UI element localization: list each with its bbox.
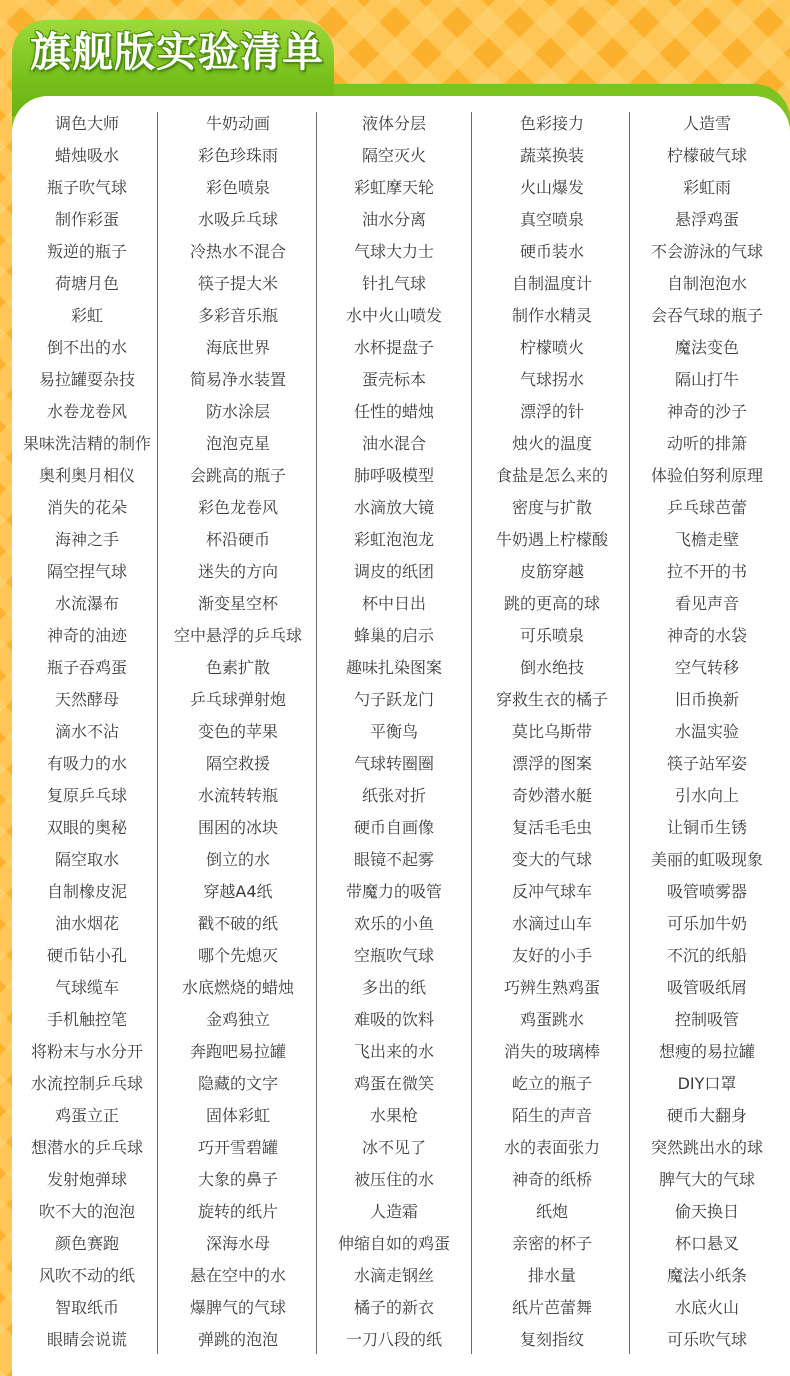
experiment-item: 鸡蛋跳水 <box>519 1010 584 1029</box>
experiment-item: 吸管喷雾器 <box>666 882 747 901</box>
experiment-item: 弹跳的泡泡 <box>197 1330 278 1349</box>
experiment-item: 彩色喷泉 <box>205 178 270 197</box>
experiment-item: 真空喷泉 <box>519 210 584 229</box>
experiment-item: 屹立的瓶子 <box>511 1074 592 1093</box>
experiment-item: 陌生的声音 <box>511 1106 592 1125</box>
experiment-item: 蛋壳标本 <box>361 370 426 389</box>
experiment-item: 眼镜不起雾 <box>353 850 434 869</box>
experiment-item: 飞檐走壁 <box>674 530 739 549</box>
experiment-column-3 <box>318 108 470 1356</box>
experiment-column-1 <box>14 108 160 1356</box>
experiment-item: 瓶子吞鸡蛋 <box>46 658 127 677</box>
experiment-item: 复刻指纹 <box>519 1330 584 1349</box>
experiment-item: 多彩音乐瓶 <box>197 306 278 325</box>
experiment-item: 水果枪 <box>369 1106 418 1125</box>
experiment-item: 任性的蜡烛 <box>353 402 434 421</box>
experiment-item: 水吸乒乓球 <box>197 210 278 229</box>
experiment-item: 彩色珍珠雨 <box>197 146 278 165</box>
experiment-item: 牛奶动画 <box>205 114 270 133</box>
experiment-item: 易拉罐耍杂技 <box>38 370 135 389</box>
experiment-item: 天然酵母 <box>54 690 119 709</box>
experiment-item: 硬币自画像 <box>353 818 434 837</box>
experiment-item: 神奇的沙子 <box>666 402 747 421</box>
experiment-item: 想瘦的易拉罐 <box>658 1042 755 1061</box>
experiment-item: 莫比乌斯带 <box>511 722 592 741</box>
experiment-item: 乒乓球芭蕾 <box>666 498 747 517</box>
experiment-item: 复原乒乓球 <box>46 786 127 805</box>
experiment-item: 彩虹摩天轮 <box>353 178 434 197</box>
experiment-item: 倒立的水 <box>205 850 270 869</box>
experiment-item: 水流转转瓶 <box>197 786 278 805</box>
experiment-item: 奇妙潜水艇 <box>511 786 592 805</box>
experiment-item: 油水混合 <box>361 434 426 453</box>
experiment-item: 柠檬破气球 <box>666 146 747 165</box>
experiment-item: 带魔力的吸管 <box>345 882 442 901</box>
experiment-item: 水卷龙卷风 <box>46 402 127 421</box>
experiment-item: 自制泡泡水 <box>666 274 747 293</box>
experiment-item: 硬币大翻身 <box>666 1106 747 1125</box>
experiment-item: 巧开雪碧罐 <box>197 1138 278 1157</box>
experiment-item: 多出的纸 <box>361 978 426 997</box>
experiment-item: 控制吸管 <box>674 1010 739 1029</box>
experiment-item: 脾气大的气球 <box>658 1170 755 1189</box>
experiment-item: 拉不开的书 <box>666 562 747 581</box>
experiment-item: 引水向上 <box>674 786 739 805</box>
experiment-item: 围困的冰块 <box>197 818 278 837</box>
experiment-item: 叛逆的瓶子 <box>46 242 127 261</box>
experiment-item: 隔空取水 <box>54 850 119 869</box>
experiment-item: 趣味扎染图案 <box>345 658 442 677</box>
experiment-item: 可乐加牛奶 <box>666 914 747 933</box>
experiment-item: 水底火山 <box>674 1298 739 1317</box>
experiment-item: 自制温度计 <box>511 274 592 293</box>
column-divider <box>471 112 472 1354</box>
experiment-item: 筷子提大米 <box>197 274 278 293</box>
experiment-item: 针扎气球 <box>361 274 426 293</box>
experiment-item: 火山爆发 <box>519 178 584 197</box>
experiment-item: 平衡鸟 <box>369 722 418 741</box>
experiment-item: 魔法小纸条 <box>666 1266 747 1285</box>
experiment-item: 色彩接力 <box>519 114 584 133</box>
experiment-item: 魔法变色 <box>674 338 739 357</box>
experiment-item: 密度与扩散 <box>511 498 592 517</box>
experiment-item: 果味洗洁精的制作 <box>22 434 151 453</box>
experiment-item: 空瓶吹气球 <box>353 946 434 965</box>
experiment-item: 消失的花朵 <box>46 498 127 517</box>
experiment-item: 杯口悬叉 <box>674 1234 739 1253</box>
experiment-item: DIY口罩 <box>677 1074 737 1093</box>
experiment-item: 跳的更高的球 <box>503 594 600 613</box>
experiment-item: 隐藏的文字 <box>197 1074 278 1093</box>
column-divider <box>316 112 317 1354</box>
experiment-item: 风吹不动的纸 <box>38 1266 135 1285</box>
experiment-item: 柠檬喷火 <box>519 338 584 357</box>
experiment-item: 深海水母 <box>205 1234 270 1253</box>
experiment-item: 漂浮的针 <box>519 402 584 421</box>
experiment-item: 调皮的纸团 <box>353 562 434 581</box>
experiment-item: 牛奶遇上柠檬酸 <box>495 530 608 549</box>
experiment-item: 隔空救援 <box>205 754 270 773</box>
experiment-item: 漂浮的图案 <box>511 754 592 773</box>
experiment-item: 手机触控笔 <box>46 1010 127 1029</box>
experiment-item: 橘子的新衣 <box>353 1298 434 1317</box>
experiment-item: 可乐吹气球 <box>666 1330 747 1349</box>
experiment-item: 穿越A4纸 <box>203 882 273 901</box>
experiment-item: 飞出来的水 <box>353 1042 434 1061</box>
experiment-item: 液体分层 <box>361 114 426 133</box>
experiment-item: 伸缩自如的鸡蛋 <box>337 1234 450 1253</box>
experiment-item: 爆脾气的气球 <box>189 1298 286 1317</box>
experiment-item: 乒乓球弹射炮 <box>189 690 286 709</box>
experiment-item: 消失的玻璃棒 <box>503 1042 600 1061</box>
experiment-item: 制作彩蛋 <box>54 210 119 229</box>
experiment-item: 隔山打牛 <box>674 370 739 389</box>
experiment-item: 水杯提盘子 <box>353 338 434 357</box>
experiment-item: 穿救生衣的橘子 <box>495 690 608 709</box>
experiment-item: 气球缆车 <box>54 978 119 997</box>
experiment-item: 硬币装水 <box>519 242 584 261</box>
experiment-item: 会跳高的瓶子 <box>189 466 286 485</box>
experiment-item: 将粉末与水分开 <box>30 1042 143 1061</box>
experiment-item: 美丽的虹吸现象 <box>650 850 763 869</box>
experiment-item: 彩虹 <box>70 306 103 325</box>
experiment-item: 杯沿硬币 <box>205 530 270 549</box>
experiment-item: 旋转的纸片 <box>197 1202 278 1221</box>
experiment-item: 巧辨生熟鸡蛋 <box>503 978 600 997</box>
experiment-item: 亲密的杯子 <box>511 1234 592 1253</box>
experiment-item: 金鸡独立 <box>205 1010 270 1029</box>
experiment-item: 隔空捏气球 <box>46 562 127 581</box>
experiment-item: 让铜币生锈 <box>666 818 747 837</box>
experiment-item: 自制橡皮泥 <box>46 882 127 901</box>
experiment-item: 荷塘月色 <box>54 274 119 293</box>
experiment-item: 看见声音 <box>674 594 739 613</box>
experiment-item: 欢乐的小鱼 <box>353 914 434 933</box>
experiment-item: 悬浮鸡蛋 <box>674 210 739 229</box>
experiment-item: 色素扩散 <box>205 658 270 677</box>
experiment-item: 调色大师 <box>54 114 119 133</box>
experiment-item: 想潜水的乒乓球 <box>30 1138 143 1157</box>
experiment-item: 水流控制乒乓球 <box>30 1074 143 1093</box>
experiment-item: 鸡蛋立正 <box>54 1106 119 1125</box>
experiment-item: 大象的鼻子 <box>197 1170 278 1189</box>
experiment-item: 水滴走钢丝 <box>353 1266 434 1285</box>
experiment-item: 变色的苹果 <box>197 722 278 741</box>
experiment-item: 泡泡克星 <box>205 434 270 453</box>
experiment-item: 水温实验 <box>674 722 739 741</box>
experiment-item: 排水量 <box>527 1266 576 1285</box>
experiment-item: 勺子跃龙门 <box>353 690 434 709</box>
experiment-item: 气球拐水 <box>519 370 584 389</box>
experiment-item: 动听的排箫 <box>666 434 747 453</box>
experiment-item: 制作水精灵 <box>511 306 592 325</box>
experiment-item: 纸片芭蕾舞 <box>511 1298 592 1317</box>
experiment-item: 不会游泳的气球 <box>650 242 763 261</box>
experiment-column-2 <box>162 108 314 1356</box>
experiment-item: 复活毛毛虫 <box>511 818 592 837</box>
experiment-item: 人造霜 <box>369 1202 418 1221</box>
experiment-item: 肺呼吸模型 <box>353 466 434 485</box>
experiment-item: 水底燃烧的蜡烛 <box>181 978 294 997</box>
experiment-item: 油水烟花 <box>54 914 119 933</box>
experiment-item: 倒不出的水 <box>46 338 127 357</box>
experiment-item: 体验伯努利原理 <box>650 466 763 485</box>
experiment-item: 油水分离 <box>361 210 426 229</box>
experiment-item: 智取纸币 <box>54 1298 119 1317</box>
experiment-item: 神奇的水袋 <box>666 626 747 645</box>
experiment-item: 迷失的方向 <box>197 562 278 581</box>
experiment-column-5 <box>632 108 782 1356</box>
experiment-item: 鸡蛋在微笑 <box>353 1074 434 1093</box>
experiment-column-4 <box>474 108 630 1356</box>
experiment-item: 纸炮 <box>535 1202 568 1221</box>
experiment-item: 防水涂层 <box>205 402 270 421</box>
experiment-item: 食盐是怎么来的 <box>495 466 608 485</box>
experiment-item: 滴水不沾 <box>54 722 119 741</box>
experiment-item: 纸张对折 <box>361 786 426 805</box>
experiment-item: 哪个先熄灭 <box>197 946 278 965</box>
experiment-item: 水中火山喷发 <box>345 306 442 325</box>
experiment-item: 彩虹泡泡龙 <box>353 530 434 549</box>
experiment-item: 气球转圈圈 <box>353 754 434 773</box>
experiment-item: 反冲气球车 <box>511 882 592 901</box>
experiment-item: 突然跳出水的球 <box>650 1138 763 1157</box>
experiment-item: 被压住的水 <box>353 1170 434 1189</box>
experiment-item: 水的表面张力 <box>503 1138 600 1157</box>
experiment-item: 人造雪 <box>682 114 731 133</box>
experiment-item: 筷子站军姿 <box>666 754 747 773</box>
experiment-item: 吹不大的泡泡 <box>38 1202 135 1221</box>
experiment-item: 颜色赛跑 <box>54 1234 119 1253</box>
experiment-item: 奔跑吧易拉罐 <box>189 1042 286 1061</box>
experiment-item: 硬币钻小孔 <box>46 946 127 965</box>
experiment-item: 渐变星空杯 <box>197 594 278 613</box>
page-title: 旗舰版实验清单 <box>30 28 324 76</box>
experiment-item: 水滴放大镜 <box>353 498 434 517</box>
experiment-item: 有吸力的水 <box>46 754 127 773</box>
experiment-item: 水流瀑布 <box>54 594 119 613</box>
experiment-item: 烛火的温度 <box>511 434 592 453</box>
experiment-item: 蜡烛吸水 <box>54 146 119 165</box>
experiment-item: 海底世界 <box>205 338 270 357</box>
experiment-item: 瓶子吹气球 <box>46 178 127 197</box>
experiment-item: 旧币换新 <box>674 690 739 709</box>
experiment-item: 神奇的纸桥 <box>511 1170 592 1189</box>
experiment-item: 空中悬浮的乒乓球 <box>173 626 302 645</box>
experiment-item: 变大的气球 <box>511 850 592 869</box>
experiment-item: 会吞气球的瓶子 <box>650 306 763 325</box>
experiment-item: 海神之手 <box>54 530 119 549</box>
experiment-item: 倒水绝技 <box>519 658 584 677</box>
experiment-item: 水滴过山车 <box>511 914 592 933</box>
experiment-item: 彩虹雨 <box>682 178 731 197</box>
experiment-item: 皮筋穿越 <box>519 562 584 581</box>
experiment-item: 奥利奥月相仪 <box>38 466 135 485</box>
experiment-item: 吸管吸纸屑 <box>666 978 747 997</box>
experiment-item: 简易净水装置 <box>189 370 286 389</box>
experiment-item: 神奇的油迹 <box>46 626 127 645</box>
experiment-item: 冷热水不混合 <box>189 242 286 261</box>
experiment-item: 空气转移 <box>674 658 739 677</box>
experiment-item: 友好的小手 <box>511 946 592 965</box>
experiment-item: 可乐喷泉 <box>519 626 584 645</box>
experiment-item: 悬在空中的水 <box>189 1266 286 1285</box>
experiment-item: 不沉的纸船 <box>666 946 747 965</box>
experiment-item: 彩色龙卷风 <box>197 498 278 517</box>
experiment-item: 蜂巢的启示 <box>353 626 434 645</box>
experiment-item: 戳不破的纸 <box>197 914 278 933</box>
experiment-item: 偷天换日 <box>674 1202 739 1221</box>
experiment-item: 双眼的奥秘 <box>46 818 127 837</box>
experiment-item: 隔空灭火 <box>361 146 426 165</box>
experiment-item: 难吸的饮料 <box>353 1010 434 1029</box>
experiment-item: 一刀八段的纸 <box>345 1330 442 1349</box>
experiment-item: 发射炮弹球 <box>46 1170 127 1189</box>
experiment-item: 杯中日出 <box>361 594 426 613</box>
experiment-item: 眼睛会说谎 <box>46 1330 127 1349</box>
experiment-item: 蔬菜换装 <box>519 146 584 165</box>
experiment-item: 气球大力士 <box>353 242 434 261</box>
experiment-item: 固体彩虹 <box>205 1106 270 1125</box>
experiment-item: 冰不见了 <box>361 1138 426 1157</box>
